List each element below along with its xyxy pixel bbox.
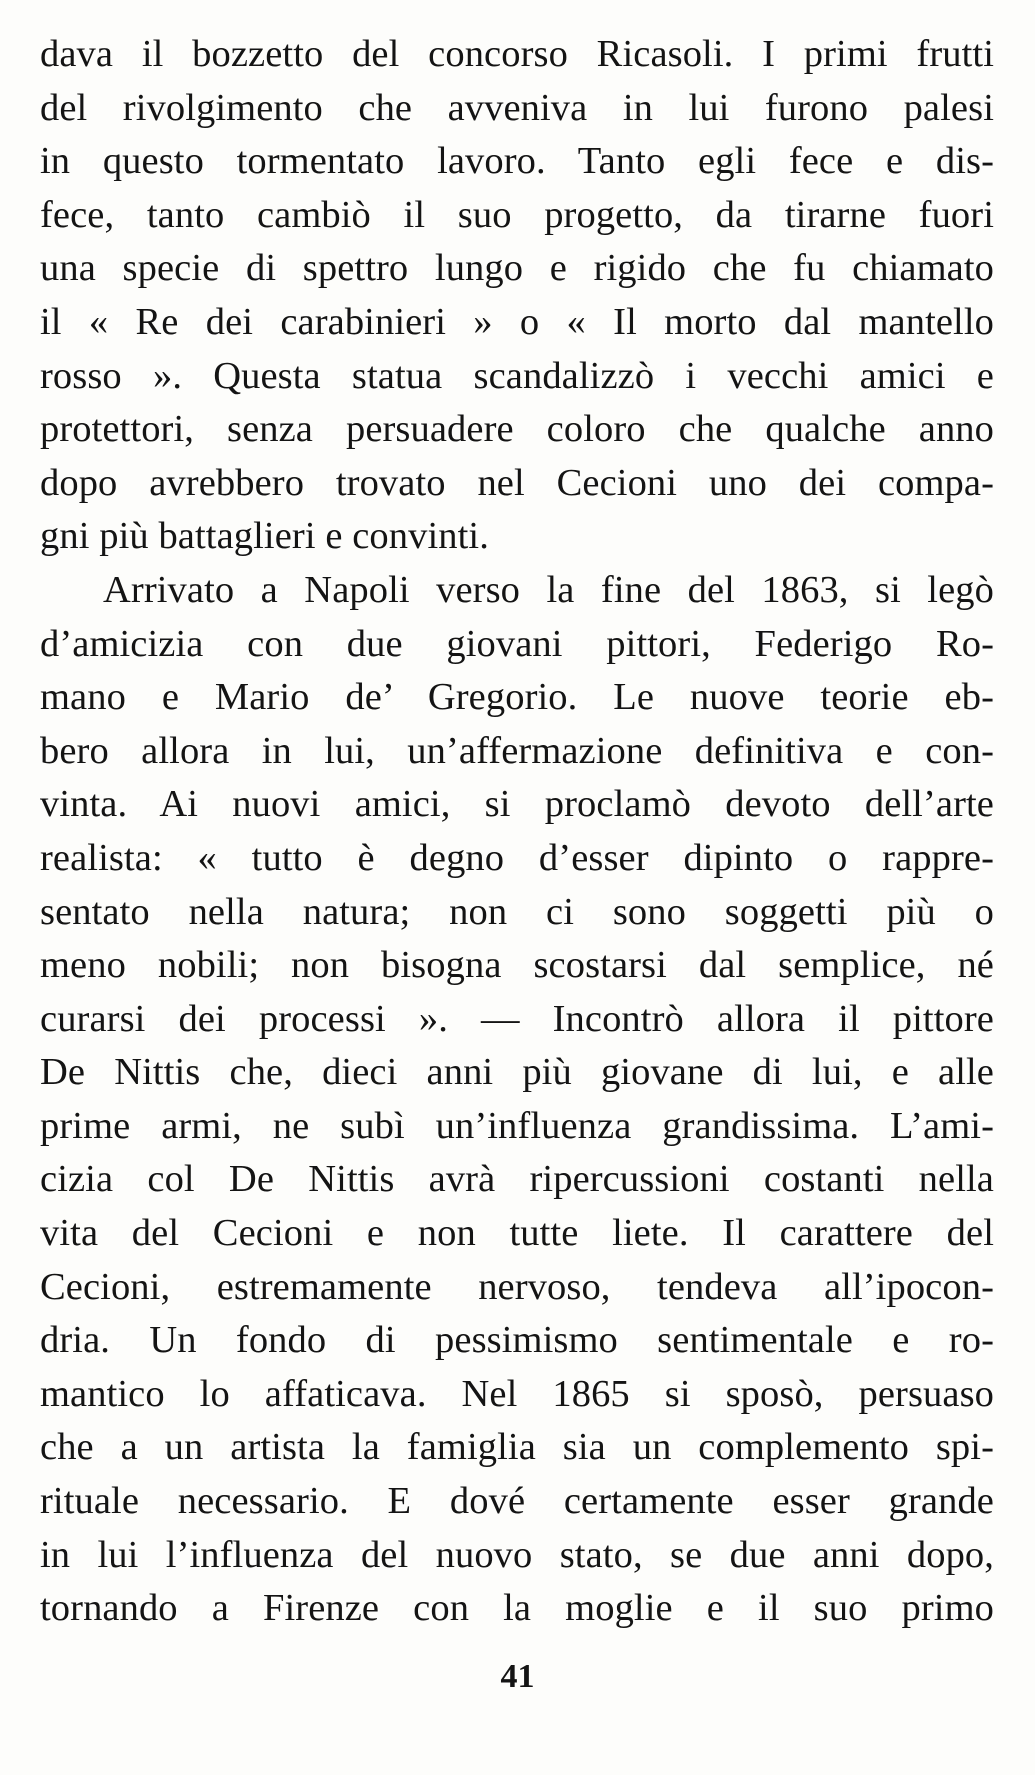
text-line: rosso ». Questa statua scandalizzò i vecchi amici e	[40, 354, 994, 397]
text-line: vinta. Ai nuovi amici, si proclamò devoto dell’arte	[40, 783, 994, 826]
text-line: bero allora in lui, un’affermazione definitiva e con-	[40, 729, 994, 772]
text-line: tornando a Firenze con la moglie e il suo primo	[40, 1587, 994, 1630]
text-line: in questo tormentato lavoro. Tanto egli fece e dis-	[40, 140, 994, 183]
text-line: rituale necessario. E dové certamente esser grande	[40, 1480, 994, 1523]
text-line: vita del Cecioni e non tutte liete. Il carattere del	[40, 1212, 994, 1255]
text-line: mano e Mario de’ Gregorio. Le nuove teorie eb-	[40, 676, 994, 719]
text-line: fece, tanto cambiò il suo progetto, da tirarne fuori	[40, 193, 994, 236]
text-line: che a un artista la famiglia sia un complemento spi-	[40, 1426, 994, 1469]
paragraph-end-line: gni più battaglieri e convinti.	[40, 515, 489, 558]
text-line: il « Re dei carabinieri » o « Il morto dal mantello	[40, 300, 994, 343]
text-line: dria. Un fondo di pessimismo sentimentale e ro-	[40, 1319, 994, 1362]
text-line: curarsi dei processi ». — Incontrò allora il pittore	[40, 997, 994, 1040]
body-text	[40, 28, 994, 1636]
text-line: cizia col De Nittis avrà ripercussioni costanti nella	[40, 1158, 994, 1201]
text-line: meno nobili; non bisogna scostarsi dal semplice, né	[40, 944, 994, 987]
paragraph-start-line: Arrivato a Napoli verso la fine del 1863, si legò	[103, 568, 994, 611]
text-line: dopo avrebbero trovato nel Cecioni uno dei compa-	[40, 461, 994, 504]
text-line: una specie di spettro lungo e rigido che fu chiamato	[40, 247, 994, 290]
text-line: d’amicizia con due giovani pittori, Federigo Ro-	[40, 622, 994, 665]
text-line: realista: « tutto è degno d’esser dipinto o rappre-	[40, 836, 994, 879]
page-number: 41	[500, 1658, 535, 1695]
text-line: protettori, senza persuadere coloro che qualche anno	[40, 408, 994, 451]
text-line: in lui l’influenza del nuovo stato, se due anni dopo,	[40, 1533, 994, 1576]
text-line: del rivolgimento che avveniva in lui furono palesi	[40, 86, 994, 129]
text-line: mantico lo affaticava. Nel 1865 si sposò, persuaso	[40, 1372, 994, 1415]
text-line: prime armi, ne subì un’influenza grandissima. L’ami-	[40, 1104, 994, 1147]
text-line: De Nittis che, dieci anni più giovane di lui, e alle	[40, 1051, 994, 1094]
text-line: sentato nella natura; non ci sono soggetti più o	[40, 890, 994, 933]
text-line: Cecioni, estremamente nervoso, tendeva all’ipocon-	[40, 1265, 994, 1308]
text-line: dava il bozzetto del concorso Ricasoli. I primi frutti	[40, 33, 994, 75]
